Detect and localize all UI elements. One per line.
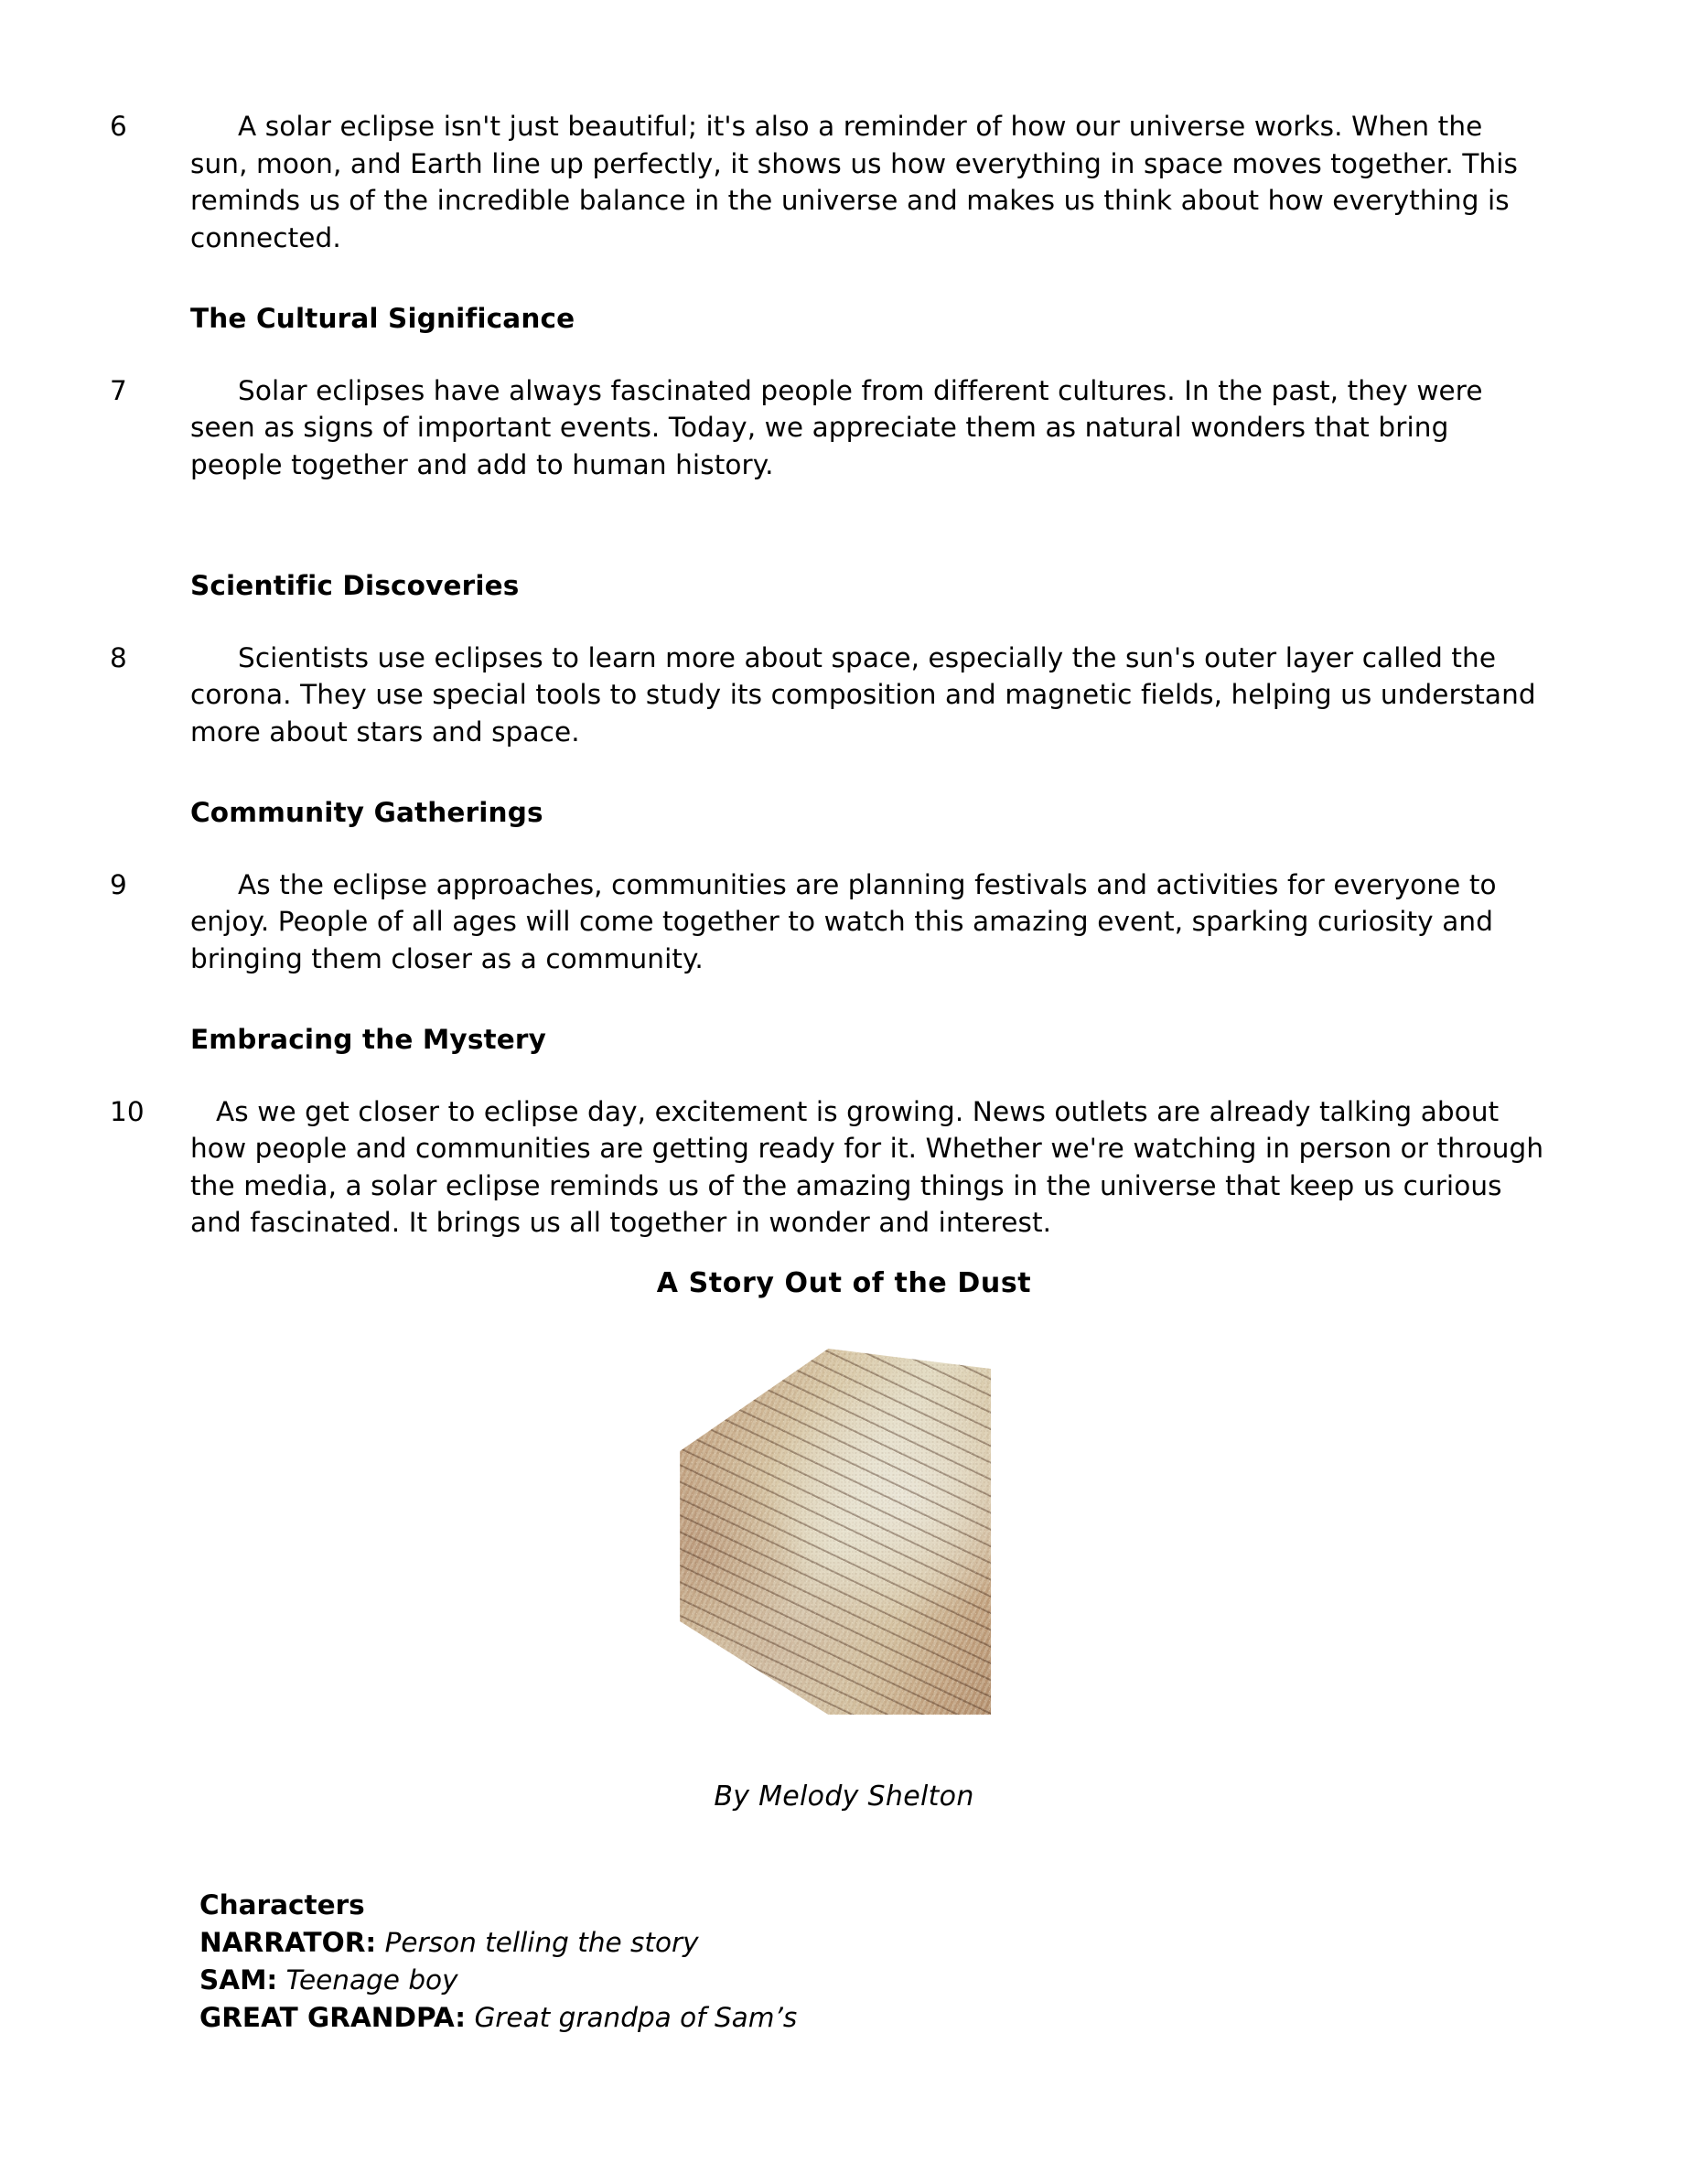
spacer: [110, 832, 1546, 866]
spacer: [110, 605, 1546, 640]
story-byline: By Melody Shelton: [714, 1781, 974, 1813]
paragraph-9: [110, 866, 1546, 978]
paragraph-text: As the eclipse approaches, communities are planning festivals and activities for everyone to enjoy. People of all ages will come together to watch this amazing event, sparking curiosity and bringing them closer as a community.: [190, 868, 1497, 974]
spacer: [110, 338, 1546, 372]
paragraph-number: 8: [110, 641, 127, 673]
story-title: A Story Out of the Dust: [656, 1267, 1032, 1299]
paragraph-number: 10: [110, 1095, 145, 1127]
heading-cultural-significance: The Cultural Significance: [190, 303, 575, 334]
paragraph-text: Scientists use eclipses to learn more about space, especially the sun's outer layer called the corona. They use special tools to study its composition and magnetic fields, helping us understand more about stars and space.: [190, 641, 1536, 748]
paragraph-6: [110, 108, 1546, 256]
character-name: NARRATOR:: [199, 1927, 377, 1958]
paragraph-number: 9: [110, 868, 127, 900]
character-description: Great grandpa of Sam’s: [474, 2002, 798, 2033]
character-description: Teenage boy: [285, 1964, 458, 1996]
character-name: GREAT GRANDPA:: [199, 2002, 467, 2033]
heading-scientific-discoveries: Scientific Discoveries: [190, 570, 520, 601]
character-row-narrator: [199, 1924, 1297, 1962]
character-name: SAM:: [199, 1964, 278, 1996]
characters-block: [199, 1887, 1297, 2037]
character-row-sam: [199, 1962, 1297, 1999]
spacer: [110, 483, 1546, 567]
paragraph-text: A solar eclipse isn't just beautiful; it's also a reminder of how our universe works. When the sun, moon, and Earth line up perfectly, it shows us how everything in space moves together. This reminds us of the incredible balance in the universe and makes us think about how everything is connected.: [190, 111, 1519, 253]
character-row-great-grandpa: [199, 1999, 1297, 2037]
paragraph-number: 6: [110, 111, 127, 142]
paragraph-text: As we get closer to eclipse day, excitement is growing. News outlets are already talking about how people and communities are getting ready for it. Whether we're watching in person or through the media, a solar eclipse reminds us of the amazing things in the universe that keep us curious and fascinated. It brings us all together in wonder and interest.: [190, 1095, 1544, 1238]
parchment-letter-image: [675, 1349, 991, 1715]
spacer: [110, 1059, 1546, 1093]
paper-grain-texture: [675, 1349, 991, 1715]
paragraph-text: Solar eclipses have always fascinated people from different cultures. In the past, they were seen as signs of important events. Today, we appreciate them as natural wonders that bring people together and add to human history.: [190, 374, 1483, 480]
spacer: [110, 977, 1546, 1021]
paragraph-7: [110, 372, 1546, 484]
heading-community-gatherings: Community Gatherings: [190, 797, 543, 828]
paragraph-8: [110, 640, 1546, 751]
character-description: Person telling the story: [384, 1927, 699, 1958]
characters-heading: Characters: [199, 1889, 365, 1920]
paragraph-10: [110, 1093, 1546, 1242]
spacer: [110, 256, 1546, 300]
paragraph-number: 7: [110, 374, 127, 406]
heading-embracing-the-mystery: Embracing the Mystery: [190, 1024, 547, 1055]
article-body: [110, 108, 1546, 1242]
spacer: [110, 750, 1546, 794]
